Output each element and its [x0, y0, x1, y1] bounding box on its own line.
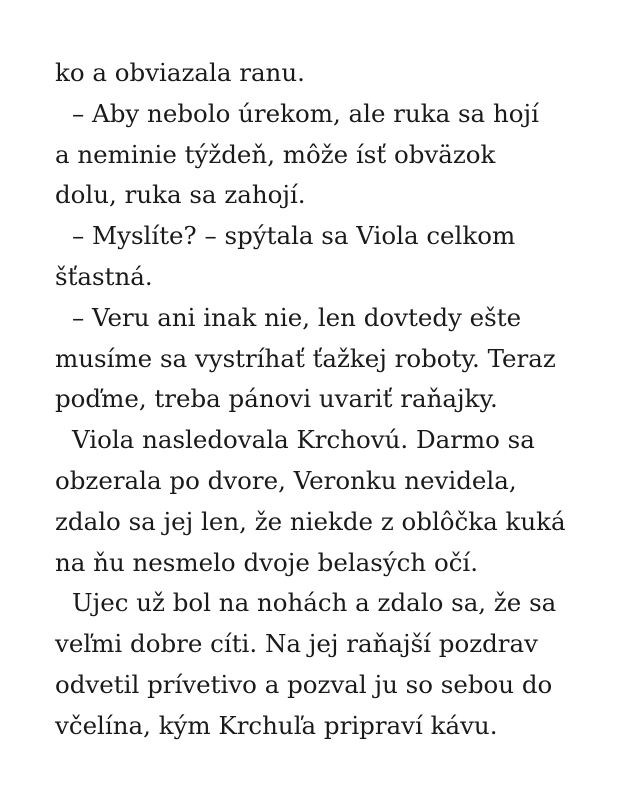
text-line: obzerala po dvore, Veronku nevidela,	[55, 465, 517, 495]
text-line: veľmi dobre cíti. Na jej raňajší pozdrav	[55, 629, 538, 659]
body-text	[55, 53, 615, 747]
text-line: zdalo sa jej len, že niekde z oblôčka kuká	[55, 506, 566, 536]
text-line: – Myslíte? – spýtala sa Viola celkom	[72, 221, 516, 251]
text-line: poďme, treba pánovi uvariť raňajky.	[55, 384, 498, 414]
text-line: Viola nasledovala Krchovú. Darmo sa	[72, 425, 535, 455]
text-line: včelína, kým Krchuľa pripraví kávu.	[55, 710, 498, 740]
text-line: musíme sa vystríhať ťažkej roboty. Teraz	[55, 343, 556, 373]
text-line: Ujec už bol na nohách a zdalo sa, že sa	[72, 588, 557, 618]
text-line: ko a obviazala ranu.	[55, 58, 305, 87]
text-line: na ňu nesmelo dvoje belasých očí.	[55, 547, 479, 577]
text-line: – Aby nebolo úrekom, ale ruka sa hojí	[72, 98, 539, 128]
text-line: šťastná.	[55, 261, 153, 291]
text-line: a neminie týždeň, môže ísť obväzok	[55, 139, 496, 169]
text-line: dolu, ruka sa zahojí.	[55, 180, 306, 210]
text-line: odvetil prívetivo a pozval ju so sebou do	[55, 669, 553, 699]
text-line: – Veru ani inak nie, len dovtedy ešte	[72, 302, 522, 332]
